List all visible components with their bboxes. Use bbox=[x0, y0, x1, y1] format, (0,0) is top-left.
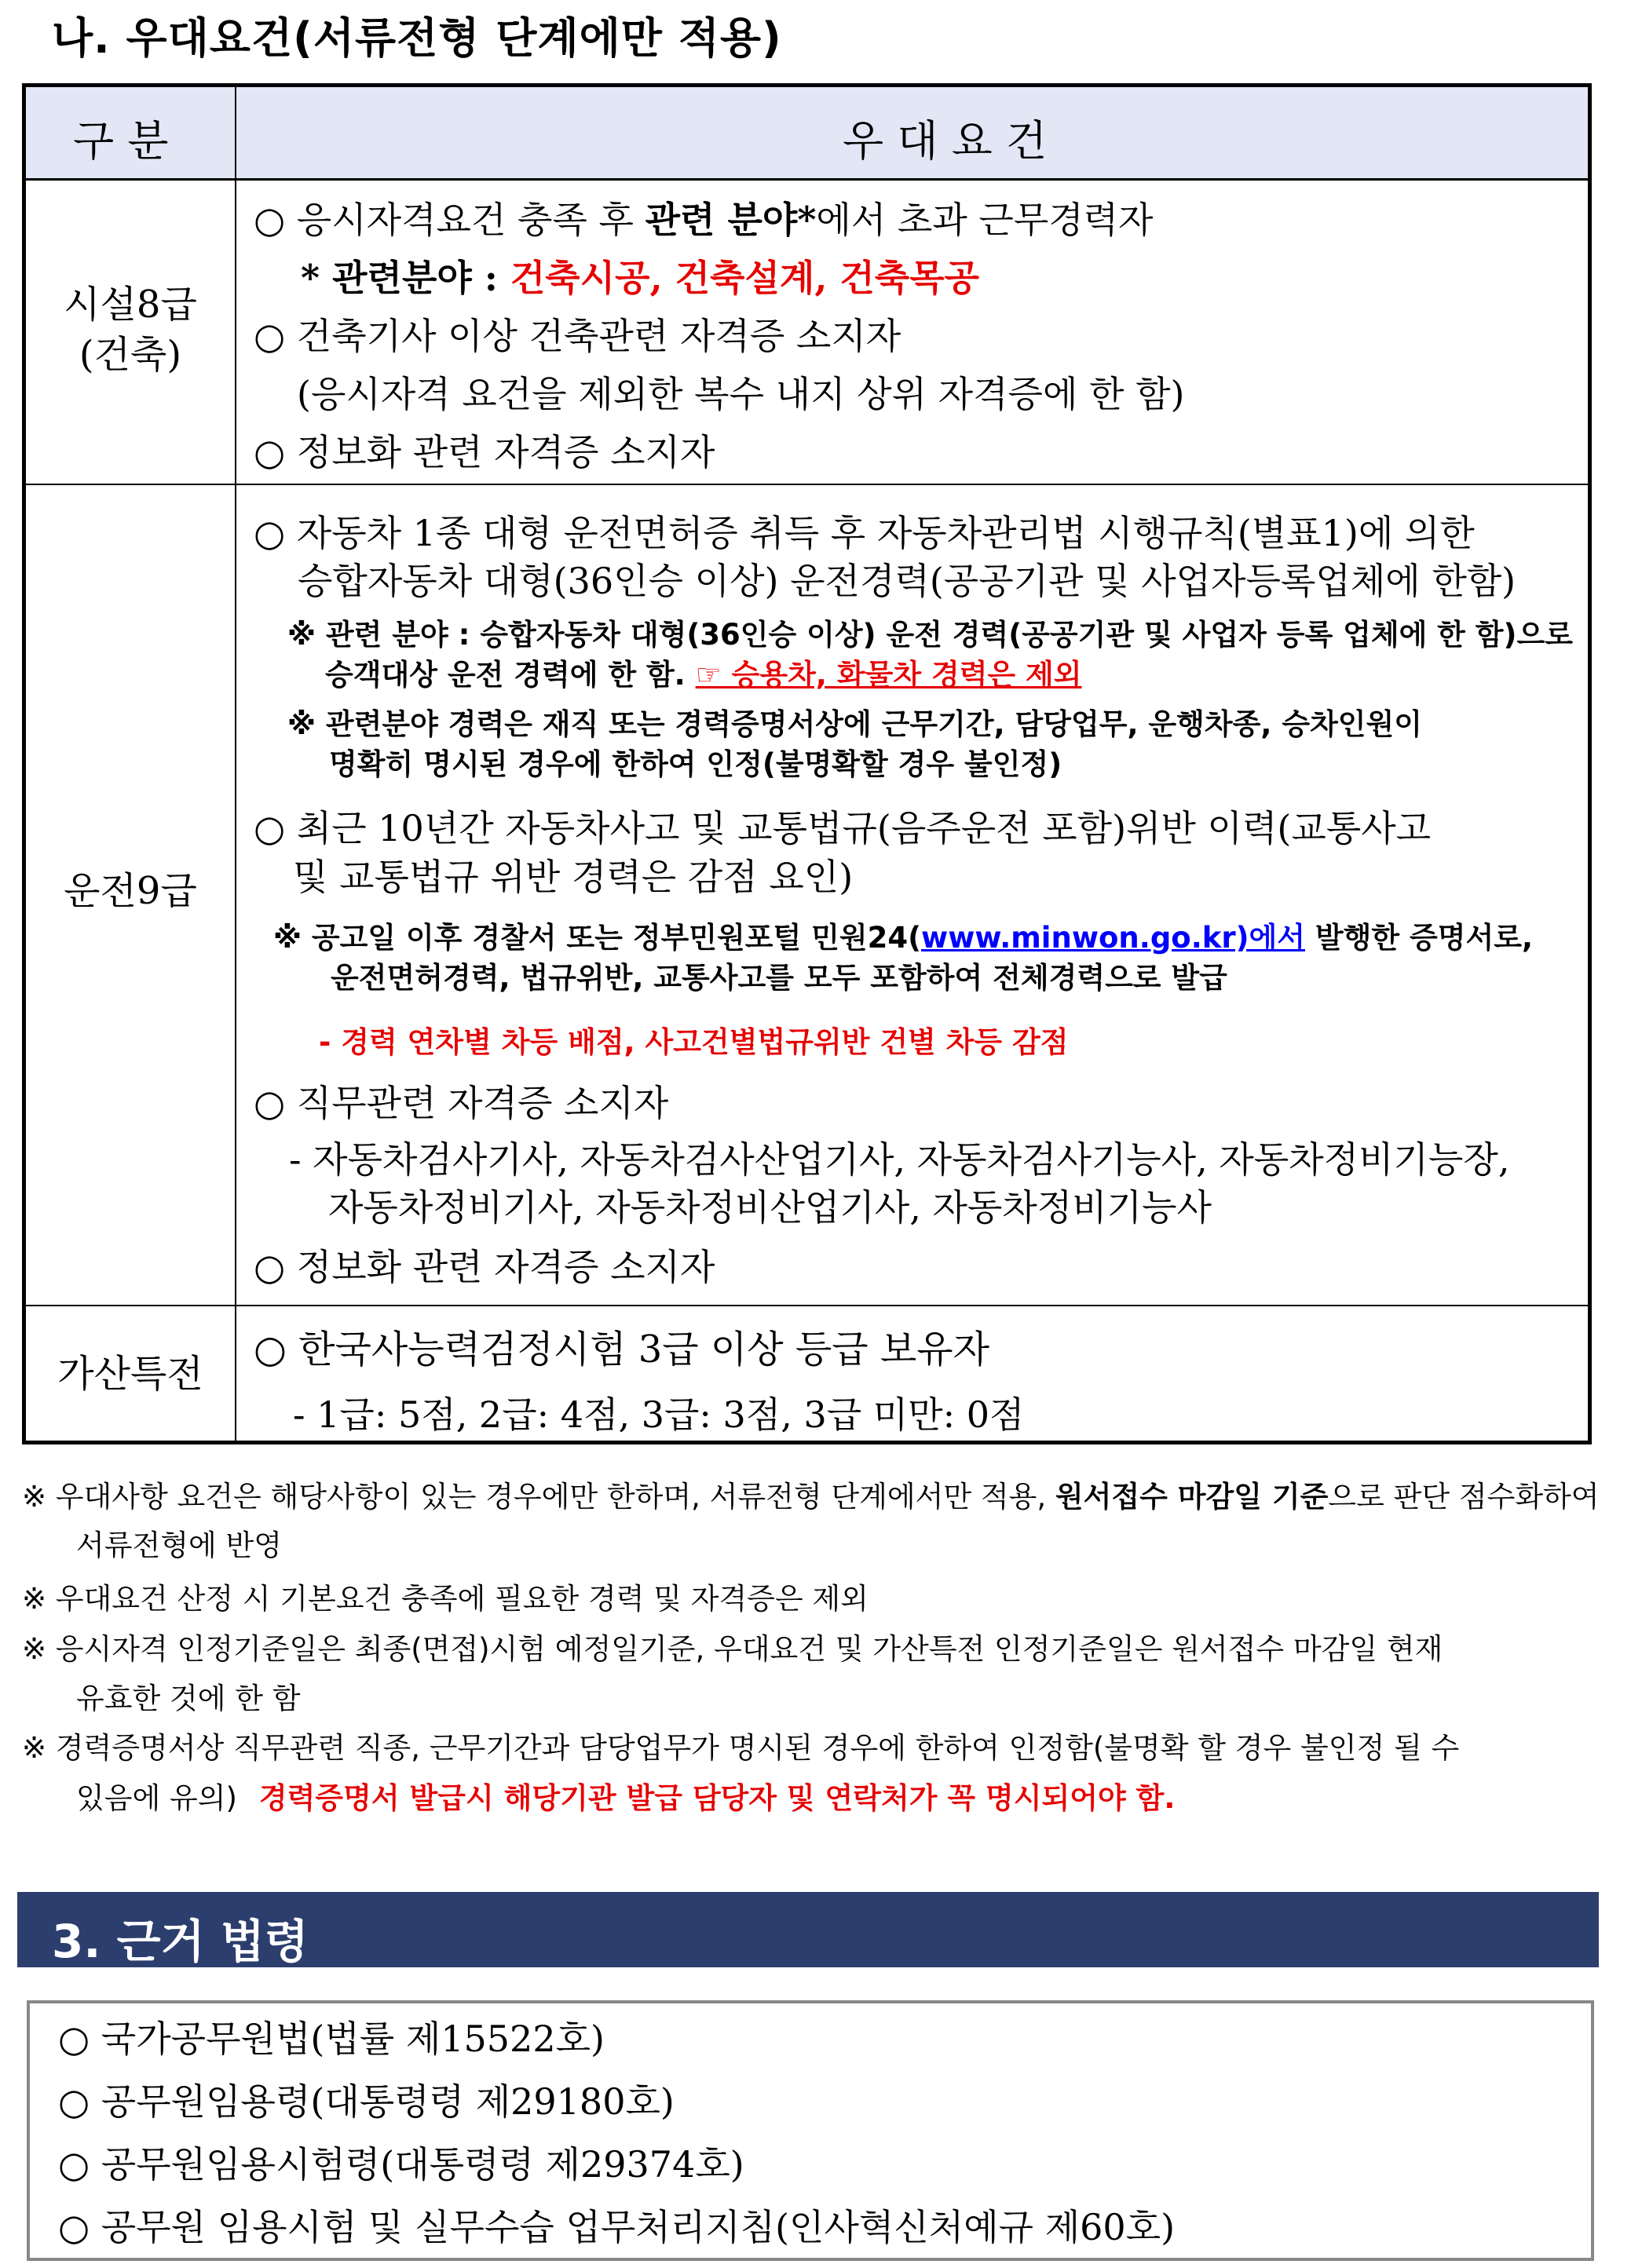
section-3-title: 3. 근거 법령 bbox=[52, 1915, 309, 1968]
req-line: ○ 자동차 1종 대형 운전면허증 취득 후 자동차관리법 시행규칙(별표1)에 의한 bbox=[254, 512, 1475, 554]
footnote: ※ 경력증명서상 직무관련 직종, 근무기간과 담당업무가 명시된 경우에 한하여 인정함(불명확 할 경우 불인정 될 수 bbox=[22, 1731, 1460, 1765]
req-line: 및 교통법규 위반 경력은 감점 요인) bbox=[293, 856, 854, 898]
req-line: ○ 직무관련 자격증 소지자 bbox=[254, 1082, 669, 1124]
footnote-cont: 유효한 것에 한 함 bbox=[76, 1682, 301, 1715]
header-divider bbox=[26, 178, 1588, 181]
law-item: ○ 공무원 임용시험 및 실무수습 업무처리지침(인사혁신처예규 제60호) bbox=[58, 2206, 1176, 2248]
req-line: * 관련분야 : 건축시공, 건축설계, 건축목공 bbox=[301, 257, 980, 299]
req-note: ※ 관련분야 경력은 재직 또는 경력증명서상에 근무기간, 담당업무, 운행차종, 승차인원이 bbox=[287, 707, 1423, 741]
preference-table bbox=[22, 83, 1592, 1444]
minwon-link[interactable]: www.minwon.go.kr)에서 bbox=[921, 921, 1306, 955]
req-line: ○ 한국사능력검정시험 3급 이상 등급 보유자 bbox=[254, 1328, 989, 1371]
req-line: 자동차정비기사, 자동차정비산업기사, 자동차정비기능사 bbox=[328, 1186, 1212, 1229]
table-header bbox=[26, 87, 1588, 180]
row-divider bbox=[26, 484, 1588, 485]
req-deduction: - 경력 연차별 차등 배점, 사고건별법규위반 건별 차등 감점 bbox=[319, 1025, 1069, 1059]
page-title: 나. 우대요건(서류전형 단계에만 적용) bbox=[52, 13, 782, 63]
footnote: ※ 우대요건 산정 시 기본요건 충족에 필요한 경력 및 자격증은 제외 bbox=[22, 1582, 869, 1616]
section-3-bar bbox=[17, 1892, 1599, 1967]
req-line: ○ 건축기사 이상 건축관련 자격증 소지자 bbox=[254, 315, 901, 357]
law-item: ○ 국가공무원법(법률 제15522호) bbox=[58, 2018, 605, 2060]
req-note: 운전면허경력, 법규위반, 교통사고를 모두 포함하여 전체경력으로 발급 bbox=[331, 961, 1227, 995]
category-facility-8: 시설8급 (건축) bbox=[64, 283, 197, 377]
footnote-cont: 서류전형에 반영 bbox=[76, 1528, 282, 1562]
column-divider bbox=[235, 87, 236, 1441]
req-note: 명확히 명시된 경우에 한하여 인정(불명확할 경우 불인정) bbox=[329, 747, 1062, 781]
req-line: ○ 응시자격요건 충족 후 관련 분야*에서 초과 근무경력자 bbox=[254, 199, 1154, 241]
category-driver-9: 운전9급 bbox=[64, 869, 197, 913]
footnote-cont: 있음에 유의) 경력증명서 발급시 해당기관 발급 담당자 및 연락처가 꼭 명시되어야 함. bbox=[76, 1781, 1176, 1815]
category-bonus: 가산특전 bbox=[57, 1352, 203, 1396]
req-line: 승합자동차 대형(36인승 이상) 운전경력(공공기관 및 사업자등록업체에 한함) bbox=[298, 560, 1516, 602]
req-line: ○ 최근 10년간 자동차사고 및 교통법규(음주운전 포함)위반 이력(교통사고 bbox=[254, 807, 1432, 849]
row-divider bbox=[26, 1305, 1588, 1306]
law-item: ○ 공무원임용시험령(대통령령 제29374호) bbox=[58, 2143, 744, 2186]
req-note: ※ 공고일 이후 경찰서 또는 정부민원포털 민원24(www.minwon.go.kr)에서 발행한 증명서로, bbox=[273, 921, 1534, 955]
footnote: ※ 응시자격 인정기준일은 최종(면접)시험 예정일기준, 우대요건 및 가산특전 인정기준일은 원서접수 마감일 현재 bbox=[22, 1632, 1443, 1666]
req-line: (응시자격 요건을 제외한 복수 내지 상위 자격증에 한 함) bbox=[297, 373, 1185, 415]
law-item: ○ 공무원임용령(대통령령 제29180호) bbox=[58, 2080, 675, 2123]
req-note: ※ 관련 분야 : 승합자동차 대형(36인승 이상) 운전 경력(공공기관 및 사업자 등록 업체에 한 함)으로 bbox=[287, 618, 1573, 652]
req-line: ○ 정보화 관련 자격증 소지자 bbox=[254, 431, 715, 473]
legal-basis-box bbox=[27, 2000, 1594, 2261]
req-line: ○ 정보화 관련 자격증 소지자 bbox=[254, 1246, 715, 1288]
req-line: - 자동차검사기사, 자동차검사산업기사, 자동차검사기능사, 자동차정비기능장, bbox=[289, 1138, 1510, 1181]
req-note: 승객대상 운전 경력에 한 함. ☞ 승용차, 화물차 경력은 제외 bbox=[325, 658, 1082, 692]
footnote: ※ 우대사항 요건은 해당사항이 있는 경우에만 한하며, 서류전형 단계에서만 적용, 원서접수 마감일 기준으로 판단 점수화하여 bbox=[22, 1480, 1600, 1514]
inner-right-border bbox=[1590, 87, 1592, 1441]
header-requirements: 우 대 요 건 bbox=[843, 116, 1048, 166]
req-line: - 1급: 5점, 2급: 4점, 3급: 3점, 3급 미만: 0점 bbox=[293, 1393, 1025, 1436]
header-category: 구 분 bbox=[73, 116, 169, 166]
